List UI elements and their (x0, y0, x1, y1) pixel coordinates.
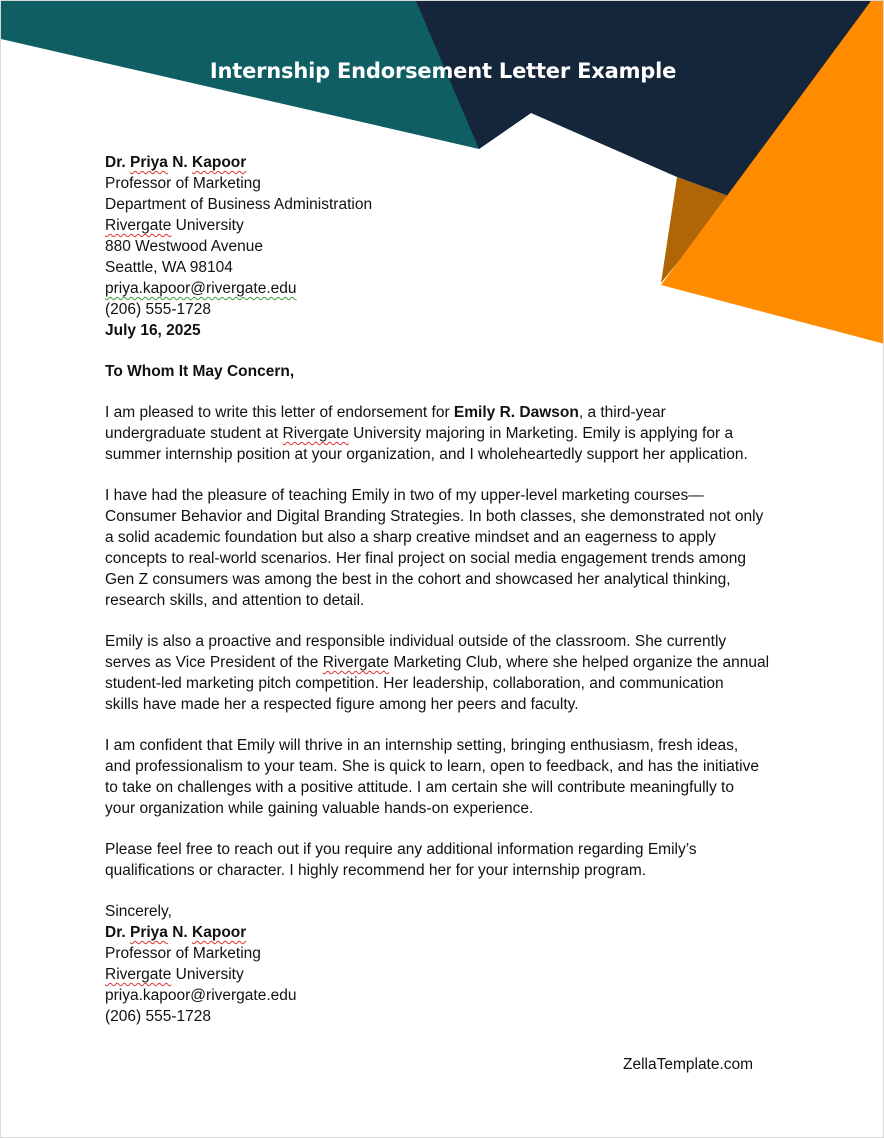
sender-block (105, 152, 795, 341)
signature-email: priya.kapoor@rivergate.edu (105, 987, 297, 1004)
sender-title: Professor of Marketing (105, 175, 261, 192)
paragraph-1: I am pleased to write this letter of endorsement for Emily R. Dawson, a third-year undergraduate student at Rivergate University majoring in Marketing. Emily is applying for a summer internship position at your organization, and I wholeheartedly support her application. (105, 404, 748, 463)
signature-phone: (206) 555-1728 (105, 1008, 211, 1025)
sender-street: 880 Westwood Avenue (105, 238, 263, 255)
salutation: To Whom It May Concern, (105, 363, 295, 380)
closing: Sincerely, (105, 903, 172, 920)
paragraph-4: I am confident that Emily will thrive in an internship setting, bringing enthusiasm, fresh ideas, and professionalism to your team. She is quick to learn, open to feedback, and has the initiative to take on challenges with a positive attitude. I am certain she will contribute meaningfully to your organization while gaining valuable hands-on experience. (105, 737, 759, 817)
signature-university: Rivergate University (105, 966, 244, 983)
page-title: Internship Endorsement Letter Example (209, 59, 677, 83)
paragraph-2: I have had the pleasure of teaching Emily in two of my upper-level marketing courses— Consumer Behavior and Digital Branding Strategies. In both classes, she demonstrated not only a solid academic foundation but also a sharp creative mindset and an eagerness to apply concepts to real-world scenarios. Her final project on social media engagement trends among Gen Z consumers was among the best in the cohort and showcased her analytical thinking, research skills, and attention to detail. (105, 487, 764, 609)
sender-department: Department of Business Administration (105, 196, 373, 213)
paragraph-5: Please feel free to reach out if you require any additional information regarding Emily’s qualifications or character. I highly recommend her for your internship program. (105, 841, 697, 879)
signature-title: Professor of Marketing (105, 945, 261, 962)
sender-university: Rivergate University (105, 217, 244, 234)
sender-name: Dr. Priya N. Kapoor (105, 154, 247, 171)
sender-phone: (206) 555-1728 (105, 301, 211, 318)
paragraph-3: Emily is also a proactive and responsible individual outside of the classroom. She currently serves as Vice President of the Rivergate Marketing Club, where she helped organize the annual student-led marketing pitch competition. Her leadership, collaboration, and communication skills have made her a respected figure among her peers and faculty. (105, 633, 770, 713)
signature-block (105, 901, 795, 1027)
letter-body (105, 152, 795, 1027)
sender-email: priya.kapoor@rivergate.edu (105, 280, 297, 297)
footer-brand: ZellaTemplate.com (623, 1056, 754, 1073)
signature-name: Dr. Priya N. Kapoor (105, 924, 247, 941)
letter-date: July 16, 2025 (105, 322, 201, 339)
sender-city: Seattle, WA 98104 (105, 259, 233, 276)
